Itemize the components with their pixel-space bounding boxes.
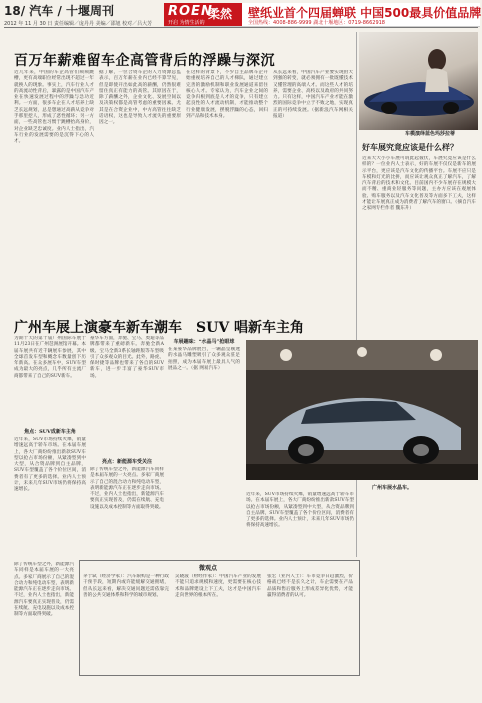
- subhead-nev: 亮点：新能源车受关注: [101, 459, 152, 465]
- side-column-text: 近来大大小小车展可谓此起彼伏，车展究竟应该是什么样的？一位业内人士表示，好的车展不仅仅是新车的展示平台，更应该是汽车文化的传播平台。车展不应只是车模和灯光的比拼，而应该让观众真正了解汽车，了解汽车背后的技术和文化。目前国内不少车展存在规模大而不精、重商业轻服务等问题，主办方应该在观展体验、购车服务以及汽车文化普及等方面多下工夫，这样才能让车展真正成为消费者了解汽车的窗口。（摘自汽车之家网专栏作者 魏东升）: [362, 156, 476, 212]
- car-model-photo: [359, 32, 478, 130]
- subhead-crystal: 车展趣味：“水晶马”抢眼球: [173, 339, 235, 345]
- viewpoint-title: 微观点: [199, 565, 218, 572]
- main-col-2: 据了解，一位合资车企的人力资源总监表示，百万年薪在业内已经不算罕见，但是即使开出如此高的薪酬，仍然很难留住真正有能力的高管。其原因在于，除了薪酬之外，企业文化、发展空间以及决策权都是高管考虑的重要因素。尤其是在合资企业中，中方高管往往缺乏话语权，这也是导致人才流失的重要原因之一。: [99, 70, 181, 126]
- issue-meta: 2012 年 11 月 30 日 责任编辑／庞丹丹 美编／邵旭 校对／吕大芳: [4, 21, 153, 27]
- photo-caption: 广州车展水晶车。: [372, 485, 413, 491]
- brand-en: ROEN: [168, 4, 213, 19]
- viewpoint-col-3: 张宏（业内人士）：车市竞争日趋激烈，价格战已经不是长久之计，车企需要在产品品质和售后服务上形成差异化优势，才能赢得消费者的认可。: [267, 574, 353, 598]
- side-image-caption: 车模演绎蓝色玛莎拉蒂: [405, 131, 456, 137]
- second-col-3-text: 在某豪华品牌展台，一辆晶莹剔透的水晶马雕塑吸引了众多观众驻足拍照，成为本届车展上最具人气的展品之一。（据 网易汽车）: [168, 347, 240, 371]
- main-col-1: 近几年来，中国的车企高管们频频跳槽，更有高端职位经常出现不超过一年就换人的现象。事实上，汽车行业人才的高流动性背后，暴露的是中国汽车产业在快速发展过程中的浮躁与急功近利。一方面，很多车企在人才培养上缺乏长远规划，总是想通过高薪从竞争对手那里挖人，形成了恶性循环；另一方面，一些高管也习惯于跳槽抬高身价，对企业缺乏忠诚度。业内人士指出，汽车行业的发展需要的是沉得下心的人才。: [14, 70, 94, 145]
- brand-motto: 开启 为情生活的: [168, 20, 205, 26]
- second-col-4-text: 近年来，SUV市场持续火爆，销量增速远高于轿车市场。在本届车展上，各大厂商纷纷推出新款SUV车型以抢占市场份额，从紧凑型到中大型，从合资品牌到自主品牌，SUV车型覆盖了各个价位区间，消费者有了更多的选择。业内人士预计，未来几年SUV市场仍将保持高速增长。: [246, 492, 354, 529]
- second-col-2: [90, 336, 164, 558]
- brand-cn: 柔然: [208, 7, 233, 21]
- viewpoint-col-1: 茅于轼（经济学家）：汽车限购是一种行政干预手段，短期内或许能缓解交通拥堵，但从长远来看，解决交通问题还需依靠完善的公共交通体系和科学的城市规划。: [83, 574, 169, 598]
- ad-slogan: 壁纸业首个四届蝉联 中国500最具价值品牌: [248, 6, 482, 20]
- auto-show-photo: [246, 340, 478, 480]
- header-divider: [4, 27, 478, 28]
- bottom-left-text: 除了传统车型之外，新能源汽车同样是本届车展的一大亮点。多家厂商展示了自己的混合动力和纯电动车型，表明新能源汽车正在逐步走向市场。不过，业内人士也指出，新能源汽车要真正实现普及，仍需在续航、充电设施以及成本控制等方面取得突破。: [14, 562, 74, 618]
- second-col-1: [14, 336, 86, 558]
- subhead-suv: 焦点：SUV成新车主角: [24, 429, 76, 435]
- ad-hotline: 全国热线：4008-886-9999 湖北十堰地区：0719-8662918: [248, 20, 385, 26]
- second-col-1-text: 为期十天的第十届广州国际车展于11月23日在广州琶洲展馆开幕。本届车展共有近千辆展车参展，其中全球首发车型和概念车数量创下历年新高。在众多展车中，SUV车型成为最大的亮点，几乎所有主流厂商都带来了自己的SUV新车。: [14, 336, 86, 379]
- main-col-3: 在这样的背景下，不少自主品牌车企开始重视培养自己的人才梯队，通过建立完善的激励机制和职业发展通道来留住核心人才。专家认为，汽车企业之间的竞争归根到底是人才的竞争，只有建立起良性的人才流动机制，才能推动整个行业健康发展，摆脱浮躁的心态，回归到产品和技术本身。: [186, 70, 268, 120]
- ad-banner[interactable]: [164, 3, 480, 27]
- second-col-3: [168, 336, 240, 558]
- brand-logo: [164, 3, 242, 26]
- page-label: 18/ 汽车 / 十堰周刊: [4, 4, 114, 18]
- side-headline: 好车展究竟应该是什么样？: [362, 142, 458, 152]
- second-col-2-text-b: 除了传统车型之外，新能源汽车同样是本届车展的一大亮点。多家厂商展示了自己的混合动力和纯电动车型，表明新能源汽车正在逐步走向市场。不过，业内人士也指出，新能源汽车要真正实现普及，仍需在续航、充电设施以及成本控制等方面取得突破。: [90, 467, 164, 510]
- second-col-2-text: 豪华车方面，奔驰、宝马、奥迪等品牌都带来了重磅新车。奔驰全新A级、宝马全新3系长轴距版等车型吸引了众多观众的目光。此外，路虎、保时捷等品牌也带来了各自的SUV新车，进一步丰富了豪华SUV市场。: [90, 336, 164, 379]
- viewpoint-col-2: 吴晓波（财经作家）：中国汽车产业的发展不能只追求规模和速度，更需要在核心技术和品牌建设上下工夫，这才是中国汽车走向世界的根本所在。: [175, 574, 261, 598]
- second-col-1-text-b: 近年来，SUV市场持续火爆，销量增速远高于轿车市场。在本届车展上，各大厂商纷纷推出新款SUV车型以抢占市场份额，从紧凑型到中大型，从合资品牌到自主品牌，SUV车型覆盖了各个价位区间，消费者有了更多的选择。业内人士预计，未来几年SUV市场仍将保持高速增长。: [14, 437, 86, 493]
- main-headline: 百万年薪难留车企高管背后的浮躁与深沉: [14, 53, 275, 69]
- page-header: [4, 2, 152, 27]
- main-col-4: 从长远来看，中国汽车产业要实现由大到强的转变，就必须拥有一批既懂技术又懂管理的高端人才。而这些人才的培养，需要企业、高校以及政府的共同努力。只有这样，中国汽车产业才能在激烈的国际竞争中立于不败之地，实现真正的可持续发展。（据新浪汽车网相关报道）: [273, 70, 353, 120]
- second-headline: 广州车展上演豪车新车潮车 SUV 唱新车主角: [14, 320, 305, 336]
